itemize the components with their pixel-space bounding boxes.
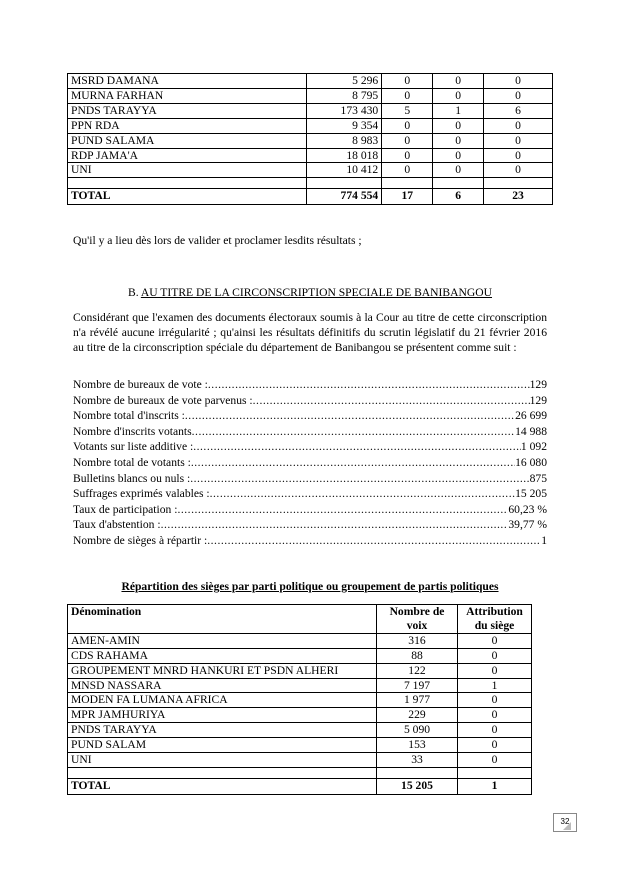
party-name-cell: PNDS TARAYYA — [68, 103, 307, 118]
total-seat-attribution-cell: 1 — [458, 778, 532, 794]
table-row — [68, 678, 532, 693]
table-row — [68, 723, 532, 738]
party-name-cell: UNI — [68, 163, 307, 178]
result-line — [73, 456, 547, 472]
result-value: 39,77 % — [508, 518, 547, 532]
conclusion-paragraph: Qu'il y a lieu dès lors de valider et proclamer lesdits résultats ; — [73, 234, 362, 247]
table-row — [68, 133, 553, 148]
dot-leader — [190, 472, 529, 485]
result-value: 15 205 — [515, 487, 547, 501]
party-name-cell: UNI — [68, 753, 377, 768]
votes-cell: 1 977 — [377, 693, 458, 708]
table-header-row — [68, 605, 532, 634]
seats-total-cell: 0 — [483, 74, 552, 89]
result-value: 1 092 — [520, 440, 547, 454]
dot-leader — [208, 378, 530, 391]
seats-total-cell: 0 — [483, 148, 552, 163]
votes-cell: 9 354 — [307, 118, 382, 133]
result-line — [73, 440, 547, 456]
party-name-cell: MNSD NASSARA — [68, 678, 377, 693]
seats-col-1-cell: 0 — [382, 133, 433, 148]
seat-attribution-cell: 0 — [458, 738, 532, 753]
table-row — [68, 74, 553, 89]
votes-cell: 5 090 — [377, 723, 458, 738]
seats-total-cell: 0 — [483, 88, 552, 103]
seats-col-1-cell: 0 — [382, 163, 433, 178]
seat-attribution-cell: 0 — [458, 693, 532, 708]
votes-cell: 229 — [377, 708, 458, 723]
table-row — [68, 163, 553, 178]
seats-col-1-cell: 0 — [382, 74, 433, 89]
result-label: Taux de participation : — [73, 502, 178, 516]
result-value: 26 699 — [515, 409, 547, 423]
table-row — [68, 118, 553, 133]
total-votes-cell: 774 554 — [307, 189, 382, 205]
table-row — [68, 708, 532, 723]
seats-col-1-cell: 0 — [382, 118, 433, 133]
result-label: Votants sur liste additive : — [73, 440, 194, 454]
header-attribution: Attribution du siège — [458, 605, 532, 634]
seat-attribution-cell: 1 — [458, 678, 532, 693]
party-name-cell: GROUPEMENT MNRD HANKURI ET PSDN ALHERI — [68, 663, 377, 678]
table-row — [68, 88, 553, 103]
seat-attribution-cell: 0 — [458, 753, 532, 768]
votes-cell: 33 — [377, 753, 458, 768]
seat-attribution-cell: 0 — [458, 663, 532, 678]
seats-col-2-cell: 0 — [433, 74, 484, 89]
result-line — [73, 425, 547, 441]
result-value: 129 — [529, 393, 547, 407]
result-label: Nombre de bureaux de vote : — [73, 378, 208, 391]
table-row — [68, 753, 532, 768]
result-line — [73, 472, 547, 488]
considerant-paragraph: Considérant que l'examen des documents électoraux soumis à la Cour au titre de cette circonscription n'a révélé aucune irrégularité ; qu'ainsi les résultats définitifs du scrutin législatif du 21 février 2016 au titre de la circonscription spéciale du département de Banibangou se présentent comme suit : — [73, 311, 547, 354]
votes-cell: 8 795 — [307, 88, 382, 103]
seat-distribution-body — [68, 633, 532, 794]
result-label: Nombre total d'inscrits : — [73, 409, 185, 423]
results-table-previous — [67, 73, 553, 205]
votes-cell: 153 — [377, 738, 458, 753]
seats-col-2-cell: 0 — [433, 148, 484, 163]
party-name-cell: MSRD DAMANA — [68, 74, 307, 89]
votes-cell: 122 — [377, 663, 458, 678]
dot-leader — [191, 456, 515, 469]
page-curl-decoration — [563, 822, 571, 830]
votes-cell: 173 430 — [307, 103, 382, 118]
result-label: Bulletins blancs ou nuls : — [73, 471, 191, 485]
result-value: 875 — [529, 471, 547, 485]
seat-distribution-title: Répartition des sièges par parti politique ou groupement de partis politiques — [121, 580, 499, 593]
votes-cell: 7 197 — [377, 678, 458, 693]
result-label: Nombre de sièges à répartir : — [73, 533, 208, 547]
seat-attribution-cell: 0 — [458, 708, 532, 723]
table-row — [68, 663, 532, 678]
result-value: 14 988 — [515, 424, 547, 438]
spacer-row — [68, 767, 532, 778]
result-value: 129 — [529, 378, 547, 391]
section-heading-banibangou — [0, 286, 620, 299]
party-name-cell: AMEN-AMIN — [68, 633, 377, 648]
dot-leader — [161, 518, 509, 531]
table-row — [68, 738, 532, 753]
result-value: 16 080 — [515, 455, 547, 469]
seats-col-2-cell: 0 — [433, 88, 484, 103]
total-row — [68, 189, 553, 205]
votes-cell: 18 018 — [307, 148, 382, 163]
total-seats-total-cell: 23 — [483, 189, 552, 205]
seats-col-1-cell: 0 — [382, 148, 433, 163]
table-row — [68, 148, 553, 163]
seats-col-2-cell: 0 — [433, 163, 484, 178]
total-votes-cell: 15 205 — [377, 778, 458, 794]
total-party-name-cell: TOTAL — [68, 778, 377, 794]
dot-leader — [185, 409, 515, 422]
dot-leader — [193, 440, 521, 453]
dot-leader — [210, 487, 515, 500]
seats-total-cell: 0 — [483, 163, 552, 178]
dot-leader — [192, 425, 515, 438]
section-heading-title: AU TITRE DE LA CIRCONSCRIPTION SPECIALE DE BANIBANGOU — [140, 286, 493, 299]
party-name-cell: MPR JAMHURIYA — [68, 708, 377, 723]
seat-distribution-table — [67, 604, 532, 795]
seats-total-cell: 6 — [483, 103, 552, 118]
seats-col-2-cell: 1 — [433, 103, 484, 118]
votes-cell: 10 412 — [307, 163, 382, 178]
total-party-name-cell: TOTAL — [68, 189, 307, 205]
page-number: 32 — [553, 813, 577, 832]
table-row — [68, 693, 532, 708]
votes-cell: 5 296 — [307, 74, 382, 89]
result-line — [73, 487, 547, 503]
votes-cell: 88 — [377, 648, 458, 663]
table-row — [68, 633, 532, 648]
party-name-cell: PUND SALAMA — [68, 133, 307, 148]
result-label: Nombre total de votants : — [73, 455, 191, 469]
result-line — [73, 378, 547, 394]
result-label: Taux d'abstention : — [73, 518, 161, 532]
result-line — [73, 518, 547, 534]
seats-total-cell: 0 — [483, 118, 552, 133]
seat-attribution-cell: 0 — [458, 723, 532, 738]
seat-attribution-cell: 0 — [458, 633, 532, 648]
dot-leader — [253, 394, 530, 407]
result-value: 60,23 % — [508, 502, 547, 516]
dot-leader — [207, 534, 541, 547]
seats-total-cell: 0 — [483, 133, 552, 148]
seats-col-1-cell: 0 — [382, 88, 433, 103]
header-nombre-voix: Nombre de voix — [377, 605, 458, 634]
total-seats-col-2-cell: 6 — [433, 189, 484, 205]
result-line — [73, 409, 547, 425]
result-label: Suffrages exprimés valables : — [73, 487, 210, 501]
party-name-cell: MURNA FARHAN — [68, 88, 307, 103]
votes-cell: 316 — [377, 633, 458, 648]
result-value: 1 — [541, 533, 547, 547]
total-seats-col-1-cell: 17 — [382, 189, 433, 205]
party-name-cell: CDS RAHAMA — [68, 648, 377, 663]
total-row — [68, 778, 532, 794]
seats-col-2-cell: 0 — [433, 133, 484, 148]
votes-cell: 8 983 — [307, 133, 382, 148]
seats-col-2-cell: 0 — [433, 118, 484, 133]
table-row — [68, 103, 553, 118]
spacer-row — [68, 178, 553, 189]
seats-col-1-cell: 5 — [382, 103, 433, 118]
results-table-body — [68, 74, 553, 205]
result-label: Nombre d'inscrits votants — [73, 424, 192, 438]
party-name-cell: RDP JAMA'A — [68, 148, 307, 163]
dot-leader — [177, 503, 508, 516]
result-line — [73, 503, 547, 519]
section-heading-prefix: B. — [127, 286, 141, 299]
table-row — [68, 648, 532, 663]
party-name-cell: MODEN FA LUMANA AFRICA — [68, 693, 377, 708]
header-denomination: Dénomination — [68, 605, 377, 634]
seat-attribution-cell: 0 — [458, 648, 532, 663]
party-name-cell: PUND SALAM — [68, 738, 377, 753]
party-name-cell: PNDS TARAYYA — [68, 723, 377, 738]
party-name-cell: PPN RDA — [68, 118, 307, 133]
election-results-list — [73, 378, 547, 550]
result-line — [73, 534, 547, 550]
result-line — [73, 394, 547, 410]
result-label: Nombre de bureaux de vote parvenus : — [73, 393, 253, 407]
